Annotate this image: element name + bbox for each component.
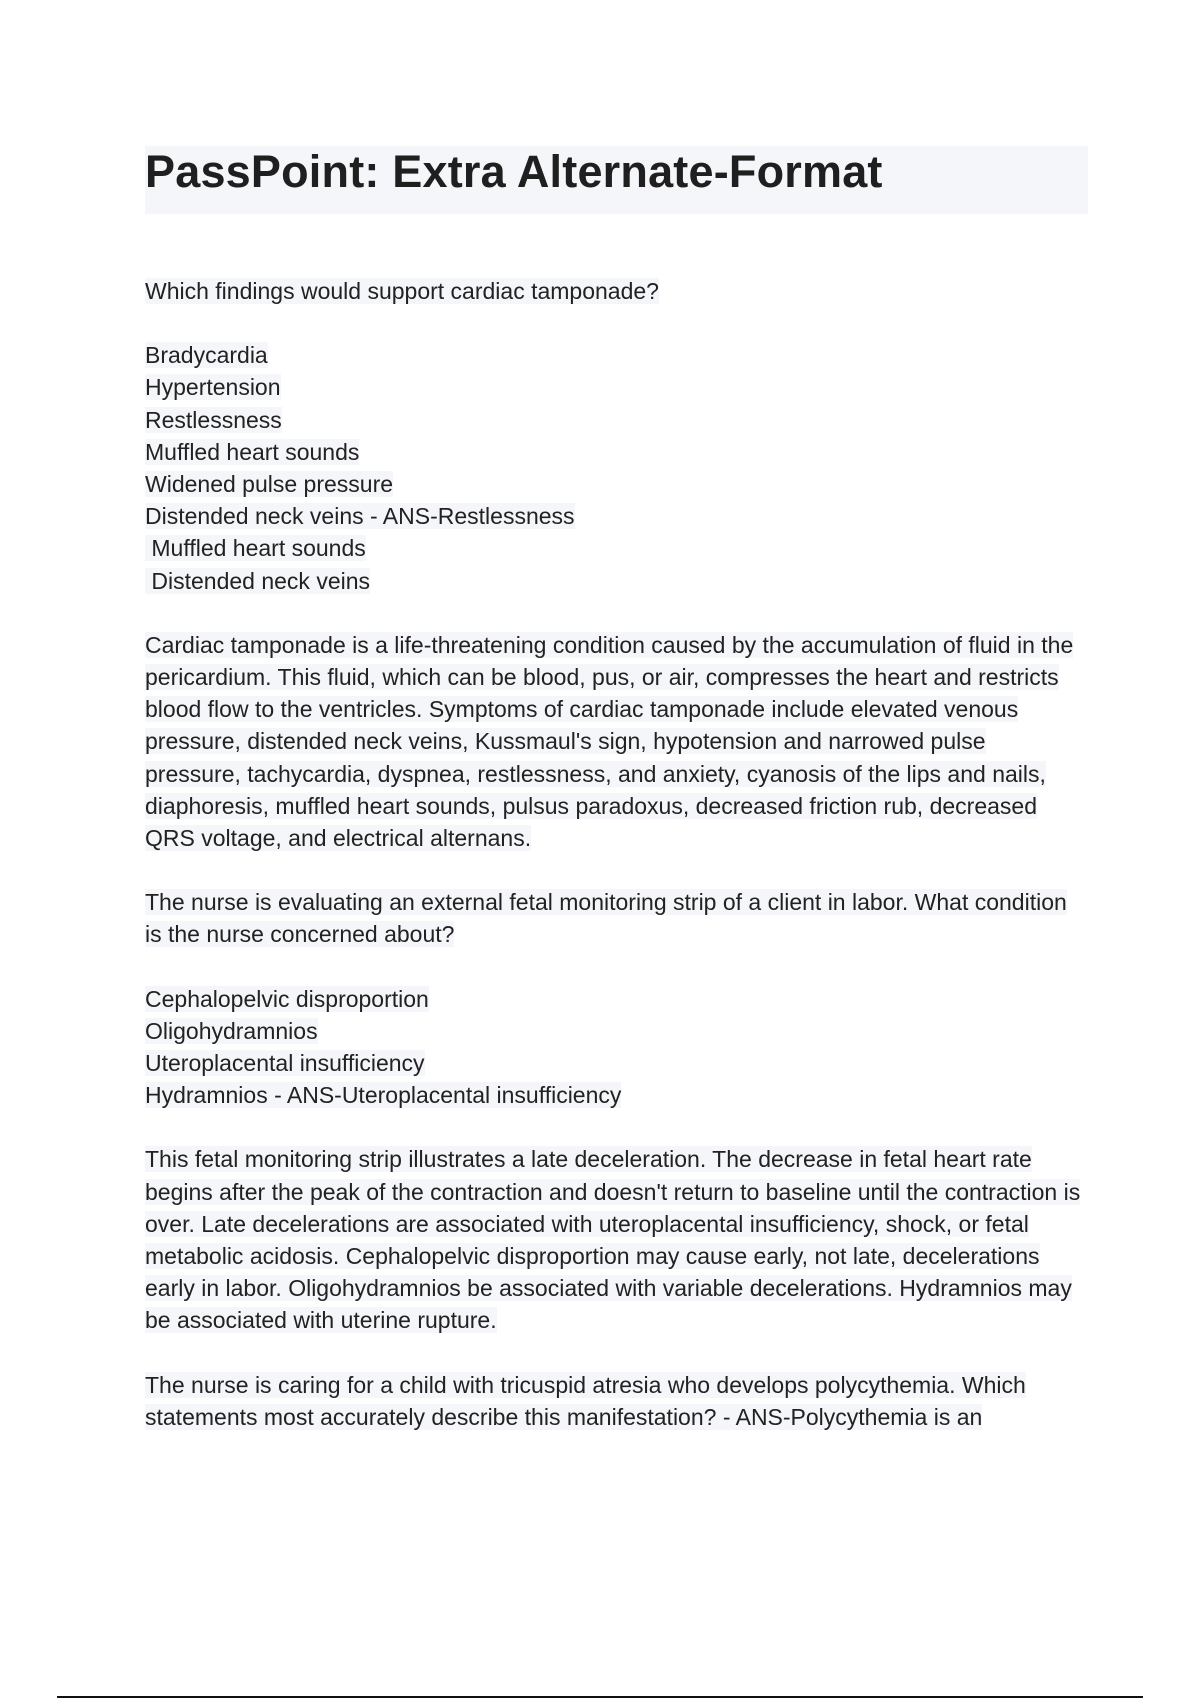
option-item: Muffled heart sounds (145, 438, 360, 465)
option-item: Cephalopelvic disproportion (145, 985, 429, 1012)
page-title: PassPoint: Extra Alternate-Format (145, 146, 883, 197)
option-item: Widened pulse pressure (145, 471, 394, 498)
page-footer-rule (57, 1696, 1143, 1698)
option-item: Uteroplacental insufficiency (145, 1050, 425, 1077)
option-item: Oligohydramnios (145, 1017, 318, 1044)
document-body (145, 275, 1085, 1433)
question-1-text: Which findings would support cardiac tamponade? (145, 278, 659, 304)
question-1 (145, 275, 1085, 307)
answer-continuation: Distended neck veins (145, 567, 371, 594)
option-item: Hypertension (145, 374, 281, 401)
answer-continuation: Muffled heart sounds (145, 535, 366, 562)
question-1-options (145, 339, 1085, 597)
option-item: Bradycardia (145, 342, 268, 369)
option-item: Restlessness (145, 406, 282, 433)
rationale-1: Cardiac tamponade is a life-threatening condition caused by the accumulation of fluid in the pericardium. This fluid, which can be blood, pus, or air, compresses the heart and restricts blood flow to the ventricles. Symptoms of cardiac tamponade include elevated venous pressure, distended neck veins, Kussmaul's sign, hypotension and narrowed pulse pressure, tachycardia, dyspnea, restlessness, and anxiety, cyanosis of the lips and nails, diaphoresis, muffled heart sounds, pulsus paradoxus, decreased friction rub, decreased QRS voltage, and electrical alternans. (145, 631, 1074, 852)
question-2: The nurse is evaluating an external fetal monitoring strip of a client in labor. What condition is the nurse concerned about? (145, 889, 1067, 948)
option-item-with-answer: Distended neck veins - ANS-Restlessness (145, 503, 575, 530)
rationale-2: This fetal monitoring strip illustrates a late deceleration. The decrease in fetal heart rate begins after the peak of the contraction and doesn't return to baseline until the contraction is over. Late decelerations are associated with uteroplacental insufficiency, shock, or fetal metabolic acidosis. Cephalopelvic disproportion may cause early, not late, decelerations early in labor. Oligohydramnios be associated with variable decelerations. Hydramnios may be associated with uterine rupture. (145, 1146, 1081, 1334)
question-2-options (145, 983, 1085, 1112)
option-item-with-answer: Hydramnios - ANS-Uteroplacental insufficiency (145, 1082, 622, 1109)
question-3: The nurse is caring for a child with tricuspid atresia who develops polycythemia. Which statements most accurately describe this manifestation? - ANS-Polycythemia is an (145, 1371, 1026, 1430)
